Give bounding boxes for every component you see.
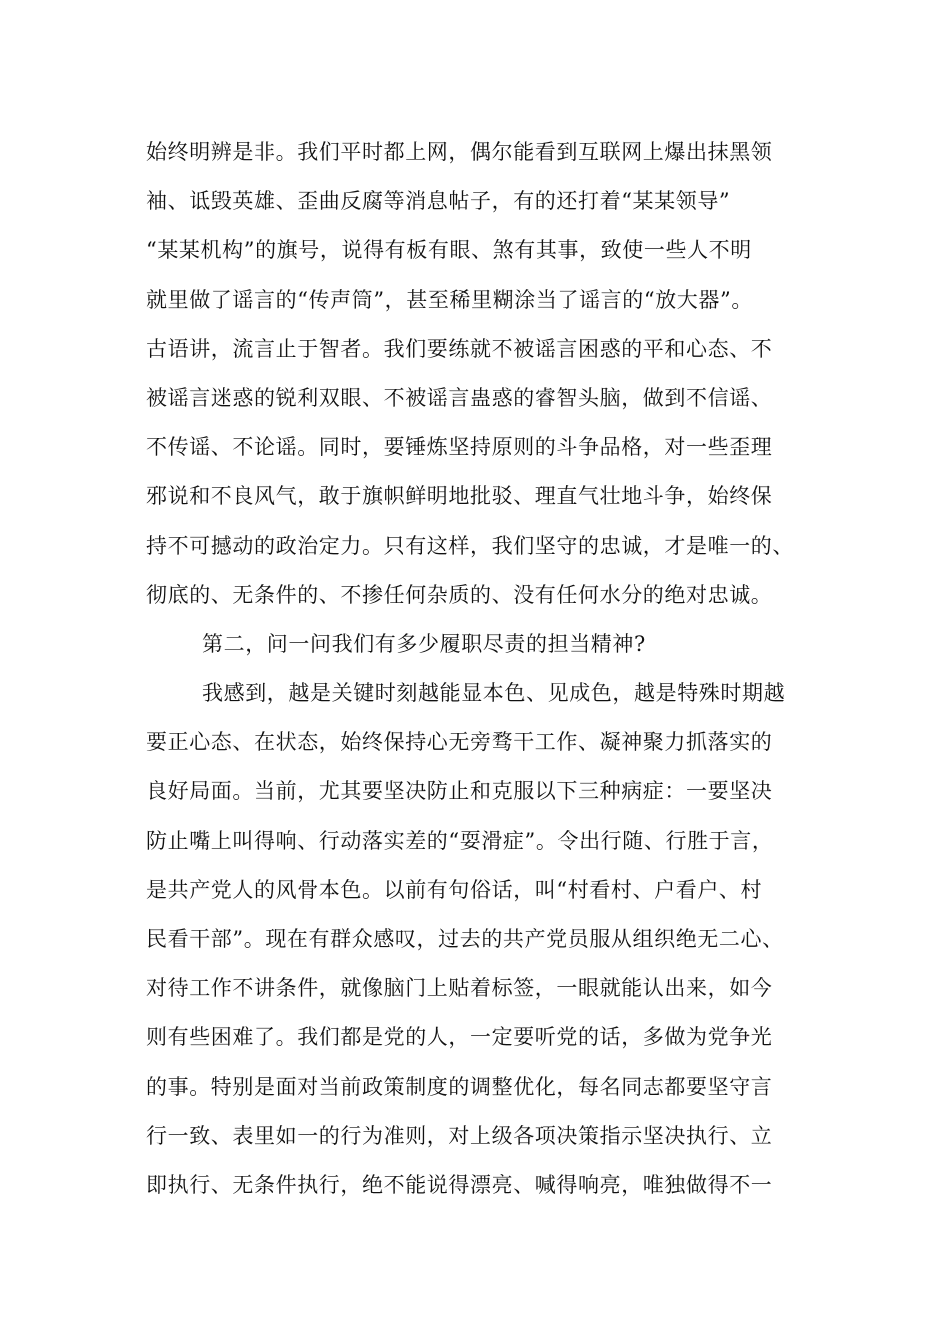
text-line: 则有些困难了。我们都是党的人，一定要听党的话，多做为党争光 (146, 1025, 773, 1050)
body-text (146, 128, 836, 1210)
text-line: 民看干部”。现在有群众感叹，过去的共产党员服从组织绝无二心、 (146, 927, 784, 951)
text-line: 是共产党人的风骨本色。以前有句俗话，叫“村看村、户看户、村 (146, 877, 763, 902)
text-line: 行一致、表里如一的行为准则，对上级各项决策指示坚决执行、立 (146, 1123, 773, 1148)
text-line: 良好局面。当前，尤其要坚决防止和克服以下三种病症：一要坚决 (146, 779, 773, 804)
text-line: 防止嘴上叫得响、行动落实差的“耍滑症”。令出行随、行胜于言， (146, 828, 774, 853)
section-heading: 第二，问一问我们有多少履职尽责的担当精神? (202, 631, 646, 656)
text-line: 就里做了谣言的“传声筒”，甚至稀里糊涂当了谣言的“放大器”。 (146, 287, 753, 312)
text-line: 始终明辨是非。我们平时都上网，偶尔能看到互联网上爆出抹黑领 (146, 140, 773, 164)
text-line: 被谣言迷惑的锐利双眼、不被谣言蛊惑的睿智头脑，做到不信谣、 (146, 385, 773, 410)
text-line: 即执行、无条件执行，绝不能说得漂亮、喊得响亮，唯独做得不一 (146, 1172, 773, 1197)
text-line: 对待工作不讲条件，就像脑门上贴着标签，一眼就能认出来，如今 (146, 976, 773, 1001)
text-line: 彻底的、无条件的、不掺任何杂质的、没有任何水分的绝对忠诚。 (146, 582, 773, 607)
text-line: 不传谣、不论谣。同时，要锤炼坚持原则的斗争品格，对一些歪理 (146, 435, 773, 460)
text-line: 袖、诋毁英雄、歪曲反腐等消息帖子，有的还打着“某某领导” (146, 189, 731, 214)
text-line: 持不可撼动的政治定力。只有这样，我们坚守的忠诚，才是唯一的、 (146, 533, 794, 558)
text-line: 古语讲，流言止于智者。我们要练就不被谣言困惑的平和心态、不 (146, 336, 773, 361)
text-line: 我感到，越是关键时刻越能显本色、见成色，越是特殊时期越 (202, 681, 786, 706)
text-line: 的事。特别是面对当前政策制度的调整优化，每名同志都要坚守言 (146, 1074, 773, 1099)
text-line: 要正心态、在状态，始终保持心无旁骛干工作、凝神聚力抓落实的 (146, 730, 773, 755)
text-line: 邪说和不良风气，敢于旗帜鲜明地批驳、理直气壮地斗争，始终保 (146, 484, 773, 509)
text-line: “某某机构”的旗号，说得有板有眼、煞有其事，致使一些人不明 (146, 238, 752, 263)
